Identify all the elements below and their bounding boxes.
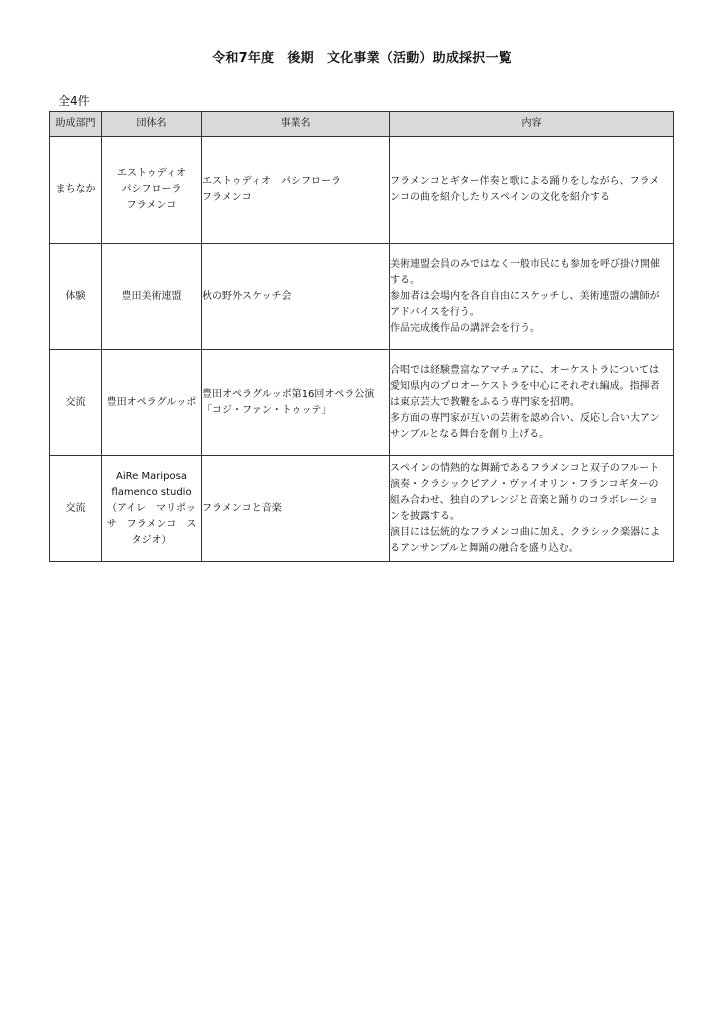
item-count: 全4件 <box>58 94 90 108</box>
content-line: 愛知県内のプロオーケストラを中心にそれぞれ編成。指揮者 <box>390 380 660 392</box>
org-line: flamenco studio <box>111 486 192 498</box>
cell-dept: 体験 <box>50 244 102 350</box>
content-line: 組み合わせ、独自のアレンジと音楽と踊りのコラボレーショ <box>390 494 659 506</box>
project-line: フラメンコと音楽 <box>202 502 282 514</box>
header-project: 事業名 <box>202 112 390 137</box>
header-content: 内容 <box>390 112 674 137</box>
content-line: サンブルとなる舞台を創り上げる。 <box>390 428 550 440</box>
cell-org <box>102 137 202 244</box>
content-line: する。 <box>390 274 420 286</box>
table-row <box>50 137 674 244</box>
org-line: 豊田美術連盟 <box>121 290 182 302</box>
content-line: ンコの曲を紹介したりスペインの文化を紹介する <box>390 192 610 203</box>
org-line: サ フラメンコ ス <box>106 518 197 530</box>
project-line: 豊田オペラグルッポ第16回オペラ公演 <box>202 388 375 400</box>
org-line: タジオ） <box>131 534 172 546</box>
content-line: スペインの情熱的な舞踊であるフラメンコと双子のフルート <box>390 462 660 474</box>
content-line: 参加者は会場内を各自自由にスケッチし、美術連盟の講師が <box>390 290 660 302</box>
document-title: 令和7年度 後期 文化事業（活動）助成採択一覧 <box>212 51 512 66</box>
cell-project <box>202 456 390 562</box>
org-line: AiRe Mariposa <box>116 470 187 482</box>
cell-dept: 交流 <box>50 456 102 562</box>
org-line: （アイレ マリポッ <box>106 502 197 514</box>
header-dept: 助成部門 <box>50 112 102 137</box>
cell-content <box>390 350 674 456</box>
project-line: フラメンコ <box>202 192 252 203</box>
project-line: エストゥディオ パシフローラ <box>202 176 341 187</box>
table-row <box>50 350 674 456</box>
cell-content <box>390 137 674 244</box>
cell-org <box>102 456 202 562</box>
cell-dept: 交流 <box>50 350 102 456</box>
project-line: 秋の野外スケッチ会 <box>202 290 292 302</box>
content-line: は東京芸大で教鞭をふるう専門家を招聘。 <box>390 396 580 408</box>
org-line: 豊田オペラグルッポ <box>106 396 197 408</box>
content-line: 多方面の専門家が互いの芸術を認め合い、反応し合い大アン <box>390 412 660 424</box>
content-line: フラメンコとギター伴奏と歌による踊りをしながら、フラメ <box>390 176 660 187</box>
header-org: 団体名 <box>102 112 202 137</box>
content-line: 合唱では経験豊富なアマチュアに、オーケストラについては <box>390 364 660 376</box>
cell-dept: まちなか <box>50 137 102 244</box>
table-row <box>50 244 674 350</box>
grant-table <box>49 111 674 562</box>
org-line: エストゥディオ <box>117 168 186 179</box>
content-line: 美術連盟会員のみではなく一般市民にも参加を呼び掛け開催 <box>390 258 660 270</box>
content-line: ンを披露する。 <box>390 510 460 522</box>
content-line: 演目には伝統的なフラメンコ曲に加え、クラシック楽器によ <box>390 526 661 538</box>
cell-content <box>390 244 674 350</box>
cell-content <box>390 456 674 562</box>
content-line: 作品完成後作品の講評会を行う。 <box>390 322 540 334</box>
content-line: るアンサンブルと舞踊の融合を盛り込む。 <box>390 542 579 554</box>
org-line: パシフローラ <box>121 184 182 195</box>
table-header-row <box>50 112 674 137</box>
cell-org <box>102 244 202 350</box>
project-line: 「コジ・ファン・トゥッテ」 <box>202 404 332 416</box>
cell-project <box>202 244 390 350</box>
cell-project <box>202 350 390 456</box>
table-row <box>50 456 674 562</box>
org-line: フラメンコ <box>126 200 177 211</box>
cell-org <box>102 350 202 456</box>
cell-project <box>202 137 390 244</box>
content-line: アドバイスを行う。 <box>390 306 480 318</box>
content-line: 演奏・クラシックピアノ・ヴァイオリン・フランコギターの <box>390 478 659 490</box>
